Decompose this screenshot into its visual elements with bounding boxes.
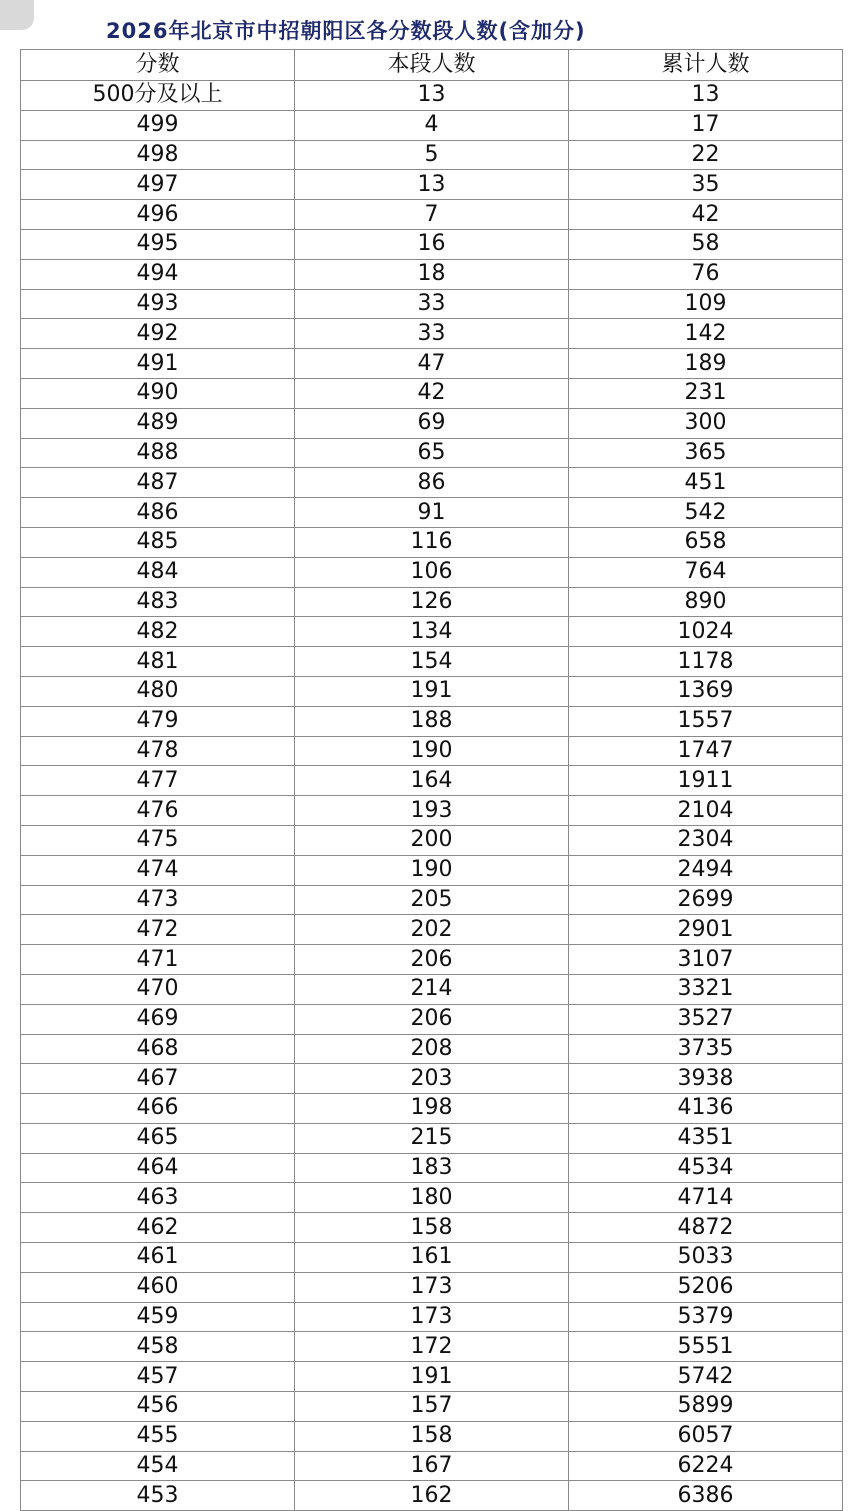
cell-segment-count: 47 xyxy=(295,349,569,379)
cell-segment-count: 202 xyxy=(295,915,569,945)
table-row xyxy=(21,1421,843,1451)
cell-segment-count: 5 xyxy=(295,140,569,170)
cell-score: 480 xyxy=(21,676,295,706)
cell-segment-count: 172 xyxy=(295,1332,569,1362)
cell-score: 473 xyxy=(21,885,295,915)
cell-cumulative-count: 300 xyxy=(569,408,843,438)
cell-cumulative-count: 3321 xyxy=(569,974,843,1004)
cell-cumulative-count: 2699 xyxy=(569,885,843,915)
table-row xyxy=(21,617,843,647)
cell-score: 489 xyxy=(21,408,295,438)
table-row xyxy=(21,1153,843,1183)
cell-segment-count: 203 xyxy=(295,1064,569,1094)
table-row xyxy=(21,1392,843,1422)
cell-cumulative-count: 542 xyxy=(569,498,843,528)
cell-segment-count: 188 xyxy=(295,706,569,736)
cell-segment-count: 173 xyxy=(295,1302,569,1332)
cell-score: 478 xyxy=(21,736,295,766)
cell-segment-count: 183 xyxy=(295,1153,569,1183)
cell-score: 455 xyxy=(21,1421,295,1451)
score-distribution-table xyxy=(20,49,843,1511)
table-row xyxy=(21,1034,843,1064)
cell-cumulative-count: 451 xyxy=(569,468,843,498)
cell-segment-count: 7 xyxy=(295,200,569,230)
cell-cumulative-count: 35 xyxy=(569,170,843,200)
table-row xyxy=(21,766,843,796)
cell-score: 454 xyxy=(21,1451,295,1481)
cell-score: 499 xyxy=(21,110,295,140)
cell-cumulative-count: 1178 xyxy=(569,647,843,677)
cell-cumulative-count: 5899 xyxy=(569,1392,843,1422)
cell-cumulative-count: 22 xyxy=(569,140,843,170)
cell-score: 492 xyxy=(21,319,295,349)
table-row xyxy=(21,527,843,557)
cell-cumulative-count: 231 xyxy=(569,378,843,408)
cell-score: 493 xyxy=(21,289,295,319)
cell-cumulative-count: 1369 xyxy=(569,676,843,706)
cell-cumulative-count: 3735 xyxy=(569,1034,843,1064)
cell-segment-count: 200 xyxy=(295,825,569,855)
table-row xyxy=(21,1094,843,1124)
cell-segment-count: 33 xyxy=(295,319,569,349)
cell-score: 456 xyxy=(21,1392,295,1422)
table-row xyxy=(21,647,843,677)
cell-segment-count: 154 xyxy=(295,647,569,677)
cell-segment-count: 13 xyxy=(295,170,569,200)
cell-score: 466 xyxy=(21,1094,295,1124)
header-score: 分数 xyxy=(21,50,295,81)
cell-cumulative-count: 42 xyxy=(569,200,843,230)
table-row xyxy=(21,1183,843,1213)
cell-score: 464 xyxy=(21,1153,295,1183)
cell-score: 477 xyxy=(21,766,295,796)
cell-score: 495 xyxy=(21,229,295,259)
cell-segment-count: 191 xyxy=(295,1362,569,1392)
cell-segment-count: 16 xyxy=(295,229,569,259)
header-segment-count: 本段人数 xyxy=(295,50,569,81)
cell-score: 461 xyxy=(21,1243,295,1273)
cell-segment-count: 134 xyxy=(295,617,569,647)
cell-cumulative-count: 1024 xyxy=(569,617,843,647)
cell-cumulative-count: 142 xyxy=(569,319,843,349)
cell-score: 463 xyxy=(21,1183,295,1213)
cell-score: 470 xyxy=(21,974,295,1004)
table-row xyxy=(21,408,843,438)
table-row xyxy=(21,170,843,200)
table-row xyxy=(21,974,843,1004)
cell-cumulative-count: 1557 xyxy=(569,706,843,736)
cell-score: 460 xyxy=(21,1272,295,1302)
cell-segment-count: 180 xyxy=(295,1183,569,1213)
cell-segment-count: 167 xyxy=(295,1451,569,1481)
cell-segment-count: 208 xyxy=(295,1034,569,1064)
cell-cumulative-count: 5742 xyxy=(569,1362,843,1392)
cell-score: 462 xyxy=(21,1213,295,1243)
cell-segment-count: 4 xyxy=(295,110,569,140)
table-row xyxy=(21,1302,843,1332)
table-row xyxy=(21,915,843,945)
cell-segment-count: 13 xyxy=(295,81,569,111)
cell-segment-count: 205 xyxy=(295,885,569,915)
cell-cumulative-count: 189 xyxy=(569,349,843,379)
table-row xyxy=(21,1123,843,1153)
cell-segment-count: 65 xyxy=(295,438,569,468)
header-cumulative-count: 累计人数 xyxy=(569,50,843,81)
cell-cumulative-count: 13 xyxy=(569,81,843,111)
cell-segment-count: 116 xyxy=(295,527,569,557)
cell-cumulative-count: 6057 xyxy=(569,1421,843,1451)
cell-score: 482 xyxy=(21,617,295,647)
cell-cumulative-count: 1911 xyxy=(569,766,843,796)
table-row xyxy=(21,498,843,528)
cell-segment-count: 33 xyxy=(295,289,569,319)
table-row xyxy=(21,1213,843,1243)
table-row xyxy=(21,1362,843,1392)
table-header-row xyxy=(21,50,843,81)
table-body xyxy=(21,81,843,1511)
cell-cumulative-count: 2494 xyxy=(569,855,843,885)
table-row xyxy=(21,1004,843,1034)
table-row xyxy=(21,140,843,170)
cell-score: 486 xyxy=(21,498,295,528)
table-row xyxy=(21,1481,843,1511)
cell-segment-count: 18 xyxy=(295,259,569,289)
table-row xyxy=(21,706,843,736)
cell-cumulative-count: 3107 xyxy=(569,945,843,975)
cell-segment-count: 157 xyxy=(295,1392,569,1422)
cell-score: 474 xyxy=(21,855,295,885)
table-row xyxy=(21,736,843,766)
table-row xyxy=(21,1332,843,1362)
table-row xyxy=(21,1064,843,1094)
cell-segment-count: 190 xyxy=(295,736,569,766)
cell-segment-count: 42 xyxy=(295,378,569,408)
cell-segment-count: 162 xyxy=(295,1481,569,1511)
cell-score: 491 xyxy=(21,349,295,379)
page-title: 2026年北京市中招朝阳区各分数段人数(含加分) xyxy=(106,19,586,43)
table-row xyxy=(21,200,843,230)
cell-segment-count: 206 xyxy=(295,945,569,975)
table-row xyxy=(21,945,843,975)
cell-cumulative-count: 5379 xyxy=(569,1302,843,1332)
cell-cumulative-count: 4136 xyxy=(569,1094,843,1124)
cell-score: 469 xyxy=(21,1004,295,1034)
cell-cumulative-count: 658 xyxy=(569,527,843,557)
cell-cumulative-count: 5206 xyxy=(569,1272,843,1302)
cell-segment-count: 69 xyxy=(295,408,569,438)
table-row xyxy=(21,676,843,706)
cell-cumulative-count: 6386 xyxy=(569,1481,843,1511)
cell-segment-count: 214 xyxy=(295,974,569,1004)
cell-cumulative-count: 5033 xyxy=(569,1243,843,1273)
cell-segment-count: 190 xyxy=(295,855,569,885)
cell-segment-count: 215 xyxy=(295,1123,569,1153)
table-row xyxy=(21,438,843,468)
cell-cumulative-count: 4714 xyxy=(569,1183,843,1213)
cell-score: 476 xyxy=(21,796,295,826)
cell-cumulative-count: 3938 xyxy=(569,1064,843,1094)
cell-segment-count: 191 xyxy=(295,676,569,706)
cell-score: 458 xyxy=(21,1332,295,1362)
cell-cumulative-count: 365 xyxy=(569,438,843,468)
cell-score: 488 xyxy=(21,438,295,468)
table-row xyxy=(21,855,843,885)
cell-segment-count: 86 xyxy=(295,468,569,498)
cell-segment-count: 173 xyxy=(295,1272,569,1302)
cell-cumulative-count: 6224 xyxy=(569,1451,843,1481)
cell-score: 459 xyxy=(21,1302,295,1332)
table-row xyxy=(21,110,843,140)
cell-segment-count: 158 xyxy=(295,1421,569,1451)
table-row xyxy=(21,468,843,498)
cell-segment-count: 206 xyxy=(295,1004,569,1034)
cell-cumulative-count: 3527 xyxy=(569,1004,843,1034)
cell-cumulative-count: 5551 xyxy=(569,1332,843,1362)
cell-score: 479 xyxy=(21,706,295,736)
table-row xyxy=(21,825,843,855)
cell-cumulative-count: 76 xyxy=(569,259,843,289)
cell-segment-count: 161 xyxy=(295,1243,569,1273)
table-row xyxy=(21,349,843,379)
table-row xyxy=(21,796,843,826)
cell-score: 453 xyxy=(21,1481,295,1511)
table-row xyxy=(21,81,843,111)
cell-score: 483 xyxy=(21,587,295,617)
cell-score: 465 xyxy=(21,1123,295,1153)
cell-cumulative-count: 2901 xyxy=(569,915,843,945)
cell-cumulative-count: 17 xyxy=(569,110,843,140)
cell-segment-count: 164 xyxy=(295,766,569,796)
cell-segment-count: 193 xyxy=(295,796,569,826)
cell-score: 475 xyxy=(21,825,295,855)
table-row xyxy=(21,319,843,349)
cell-score: 484 xyxy=(21,557,295,587)
cell-score: 481 xyxy=(21,647,295,677)
cell-segment-count: 91 xyxy=(295,498,569,528)
cell-score: 490 xyxy=(21,378,295,408)
cell-score: 457 xyxy=(21,1362,295,1392)
cell-score: 496 xyxy=(21,200,295,230)
cell-cumulative-count: 2104 xyxy=(569,796,843,826)
cell-segment-count: 106 xyxy=(295,557,569,587)
table-row xyxy=(21,1243,843,1273)
cell-score: 485 xyxy=(21,527,295,557)
cell-cumulative-count: 4351 xyxy=(569,1123,843,1153)
cell-segment-count: 158 xyxy=(295,1213,569,1243)
table-row xyxy=(21,885,843,915)
cell-segment-count: 126 xyxy=(295,587,569,617)
table-row xyxy=(21,587,843,617)
table-row xyxy=(21,378,843,408)
cell-score: 497 xyxy=(21,170,295,200)
cell-cumulative-count: 1747 xyxy=(569,736,843,766)
table-row xyxy=(21,289,843,319)
cell-score: 471 xyxy=(21,945,295,975)
cell-score: 467 xyxy=(21,1064,295,1094)
table-row xyxy=(21,1272,843,1302)
cell-score: 472 xyxy=(21,915,295,945)
table-row xyxy=(21,1451,843,1481)
cell-segment-count: 198 xyxy=(295,1094,569,1124)
cell-score: 498 xyxy=(21,140,295,170)
cell-cumulative-count: 109 xyxy=(569,289,843,319)
cell-cumulative-count: 2304 xyxy=(569,825,843,855)
table-row xyxy=(21,259,843,289)
cell-cumulative-count: 890 xyxy=(569,587,843,617)
cell-score: 487 xyxy=(21,468,295,498)
cell-cumulative-count: 764 xyxy=(569,557,843,587)
cell-cumulative-count: 58 xyxy=(569,229,843,259)
table-row xyxy=(21,229,843,259)
cell-score: 468 xyxy=(21,1034,295,1064)
table-row xyxy=(21,557,843,587)
cell-cumulative-count: 4872 xyxy=(569,1213,843,1243)
cell-cumulative-count: 4534 xyxy=(569,1153,843,1183)
cell-score: 494 xyxy=(21,259,295,289)
cell-score: 500分及以上 xyxy=(21,81,295,111)
